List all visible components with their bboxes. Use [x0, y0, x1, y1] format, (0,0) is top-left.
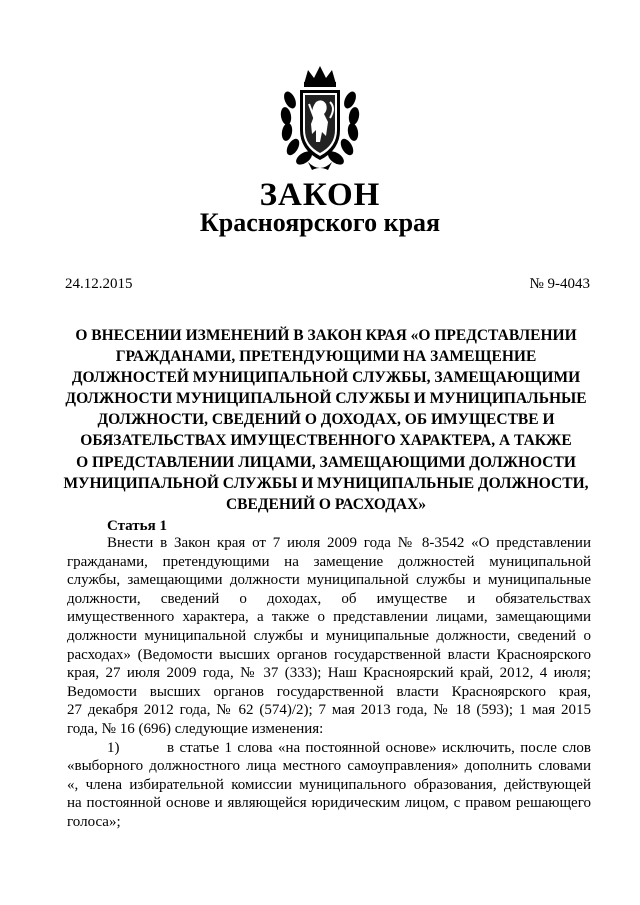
- article-1-title: Статья 1: [107, 518, 167, 534]
- heading-line: МУНИЦИПАЛЬНОЙ СЛУЖБЫ И МУНИЦИПАЛЬНЫЕ ДОЛЖНОСТИ,: [63, 474, 589, 492]
- paragraph-line: Внести в Закон края от 7 июля 2009 года № 8-3542 «О представлении: [107, 535, 591, 551]
- krasnoyarsk-coat-of-arms-icon: [278, 62, 362, 174]
- paragraph-line: гражданами, претендующими на замещение должностей муниципальной: [67, 553, 591, 570]
- paragraph-line: года, № 16 (696) следующие изменения:: [67, 720, 324, 737]
- heading-line: ДОЛЖНОСТИ, СВЕДЕНИЙ О ДОХОДАХ, ОБ ИМУЩЕСТВЕ И: [97, 411, 555, 429]
- list-item-line: голоса»;: [67, 813, 121, 830]
- heading-line: ГРАЖДАНАМИ, ПРЕТЕНДУЮЩИМИ НА ЗАМЕЩЕНИЕ: [115, 348, 537, 366]
- paragraph-line: должности, сведений о доходах, об имуществе и обязательствах: [67, 590, 591, 607]
- list-item-line: «выборного должностного лица местного самоуправления» дополнить словами: [67, 758, 591, 775]
- list-item-number: 1): [107, 739, 120, 756]
- heading-line: ДОЛЖНОСТИ МУНИЦИПАЛЬНОЙ СЛУЖБЫ И МУНИЦИПАЛЬНЫЕ: [65, 390, 587, 408]
- paragraph-line: имущественного характера, а также о представлении лицами, замещающими: [67, 609, 591, 626]
- law-heading: [60, 325, 592, 515]
- law-subtitle: Красноярского края: [199, 208, 441, 237]
- list-item-line: на постоянной основе и являющейся юридическим лицом, с правом решающего: [67, 795, 591, 812]
- paragraph-line: края, 27 июля 2009 года, № 37 (333); Наш Красноярский край, 2012, 4 июля;: [67, 665, 591, 682]
- list-item-1-first-line: [67, 739, 591, 758]
- paragraph-line: службы, замещающими должности муниципальной службы и муниципальные: [67, 572, 591, 589]
- heading-line: СВЕДЕНИЙ О РАСХОДАХ»: [225, 495, 427, 513]
- heading-line: О ВНЕСЕНИИ ИЗМЕНЕНИЙ В ЗАКОН КРАЯ «О ПРЕДСТАВЛЕНИИ: [75, 327, 577, 344]
- article-1-body: [67, 534, 591, 832]
- heading-line: ОБЯЗАТЕЛЬСТВАХ ИМУЩЕСТВЕННОГО ХАРАКТЕРА, А ТАКЖЕ: [80, 432, 572, 450]
- paragraph-line: расходах» (Ведомости высших органов государственной власти Красноярского: [67, 646, 591, 663]
- heading-line: ДОЛЖНОСТЕЙ МУНИЦИПАЛЬНОЙ СЛУЖБЫ, ЗАМЕЩАЮЩИМИ: [71, 369, 581, 387]
- paragraph-line: 27 декабря 2012 года, № 62 (574)/2); 7 мая 2013 года, № 18 (593); 1 мая 2015: [67, 702, 591, 719]
- law-date: 24.12.2015: [65, 276, 133, 292]
- paragraph-line: должности муниципальной службы и муниципальные должности, сведений о: [67, 627, 591, 644]
- law-number: № 9-4043: [529, 276, 590, 292]
- paragraph-line: Ведомости высших органов государственной власти Красноярского края,: [67, 683, 591, 700]
- law-title: ЗАКОН: [259, 177, 381, 213]
- list-item-text: в статье 1 слова «на постоянной основе» исключить, после слов: [167, 739, 591, 756]
- heading-line: О ПРЕДСТАВЛЕНИИ ЛИЦАМИ, ЗАМЕЩАЮЩИМИ ДОЛЖНОСТИ: [76, 453, 576, 471]
- list-item-line: «, члена избирательной комиссии муниципального образования, действующей: [67, 776, 591, 793]
